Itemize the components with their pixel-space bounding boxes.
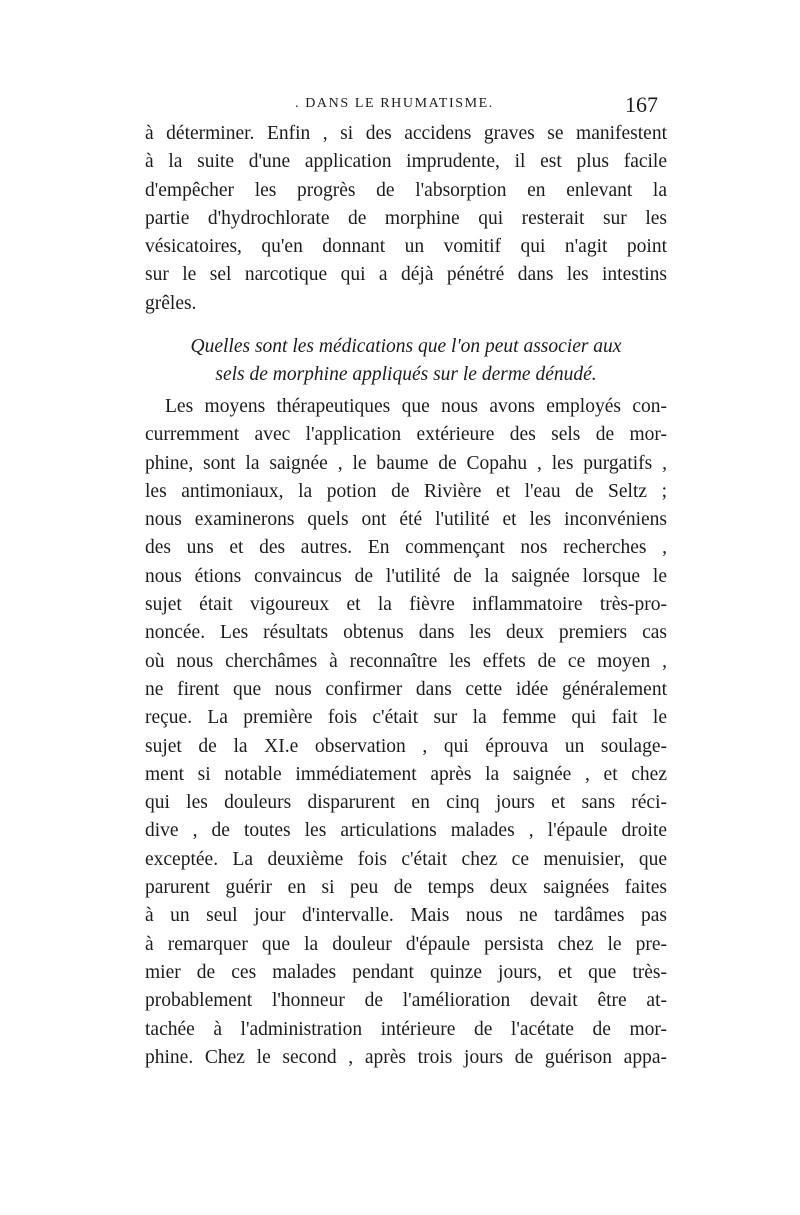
text-line: qui les douleurs disparurent en cinq jours et sans réci- [145,792,667,814]
text-line: Les moyens thérapeutiques que nous avons employés con- [165,396,667,417]
text-line: phine, sont la saignée , le baume de Copahu , les purgatifs , [145,452,667,474]
text-line: grêles. [145,292,197,314]
text-line: les antimoniaux, la potion de Rivière et l'eau de Seltz ; [145,480,667,502]
text-line: ne firent que nous confirmer dans cette idée généralement [145,678,667,700]
text-line: sujet était vigoureux et la fièvre inflammatoire très-pro- [145,594,667,616]
question-line: Quelles sont les médications que l'on peut associer aux [190,336,622,357]
section-question [145,333,667,390]
text-line: reçue. La première fois c'était sur la femme qui fait le [145,707,667,729]
text-line: exceptée. La deuxième fois c'était chez ce menuisier, que [145,848,667,870]
text-line: d'empêcher les progrès de l'absorption en enlevant la [145,179,667,201]
running-title: . DANS LE RHUMATISME. [295,96,494,111]
text-line: tachée à l'administration intérieure de l'acétate de mor- [145,1018,667,1040]
text-line: nous étions convaincus de l'utilité de la saignée lorsque le [145,565,667,587]
text-line: à remarquer que la douleur d'épaule persista chez le pre- [145,933,667,955]
paragraph-absorption [145,120,667,318]
text-line: où nous cherchâmes à reconnaître les effets de ce moyen , [145,650,667,672]
text-line: ment si notable immédiatement après la saignée , et chez [145,763,667,785]
text-line: curremment avec l'application extérieure des sels de mor- [145,424,667,446]
text-line: dive , de toutes les articulations malades , l'épaule droite [145,820,667,842]
page-header [145,92,660,120]
text-line: nous examinerons quels ont été l'utilité et les inconvéniens [145,509,667,531]
text-line: sur le sel narcotique qui a déjà pénétré dans les intestins [145,264,667,286]
text-line: des uns et des autres. En commençant nos recherches , [145,537,667,559]
text-line: vésicatoires, qu'en donnant un vomitif qui n'agit point [145,236,667,258]
text-line: partie d'hydrochlorate de morphine qui resterait sur les [145,207,667,229]
text-line: à déterminer. Enfin , si des accidens graves se manifestent [145,123,667,144]
paragraph-medications [145,393,667,1072]
page-number: 167 [625,92,658,117]
question-line: sels de morphine appliqués sur le derme dénudé. [215,364,597,386]
text-line: à la suite d'une application imprudente, il est plus facile [145,151,667,173]
text-line: probablement l'honneur de l'amélioration devait être at- [145,990,667,1012]
text-line: phine. Chez le second , après trois jours de guérison appa- [145,1046,667,1068]
text-line: sujet de la XI.e observation , qui éprouva un soulage- [145,735,667,757]
text-line: à un seul jour d'intervalle. Mais nous ne tardâmes pas [145,905,667,927]
text-line: noncée. Les résultats obtenus dans les deux premiers cas [145,622,667,644]
text-line: parurent guérir en si peu de temps deux saignées faites [145,877,667,899]
text-line: mier de ces malades pendant quinze jours, et que très- [145,961,667,983]
